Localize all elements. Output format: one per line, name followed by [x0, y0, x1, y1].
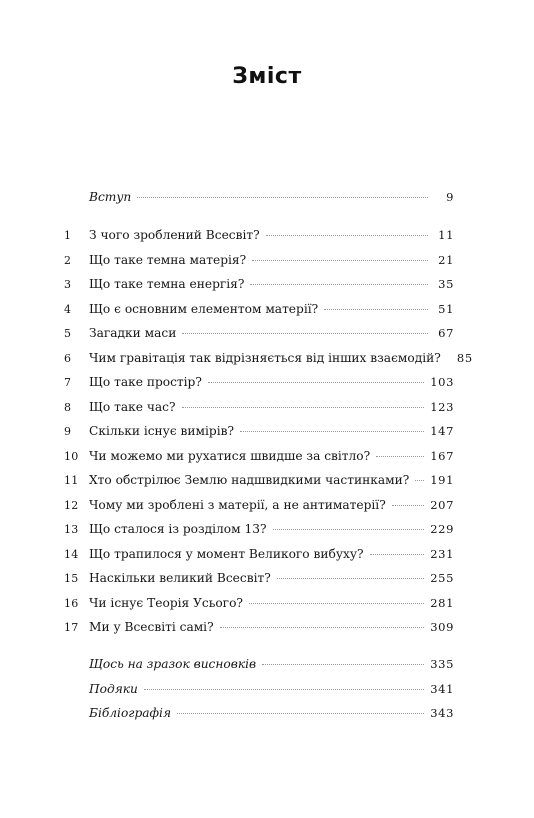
dot-leader [392, 504, 425, 506]
toc-entry-chapter[interactable] [64, 620, 454, 638]
toc-entry-chapter[interactable] [64, 277, 454, 295]
toc-entry-number: 1 [64, 229, 72, 242]
toc-entry-page: 341 [430, 681, 454, 696]
toc-entry-page: 35 [438, 277, 454, 291]
toc-entry-back-matter[interactable] [64, 706, 454, 724]
toc-entry-back-matter[interactable] [64, 657, 454, 675]
toc-entry-chapter[interactable] [64, 228, 454, 246]
dot-leader [177, 712, 424, 714]
dot-leader [266, 234, 428, 236]
toc-entry-label: Хто обстрілює Землю надшвидкими частинками? [89, 473, 410, 487]
page-title: Зміст [232, 64, 302, 89]
toc-entry-page: 281 [430, 595, 454, 610]
toc-entry-number: 9 [64, 425, 72, 438]
toc-entry-number: 11 [64, 474, 79, 487]
dot-leader [208, 381, 424, 383]
toc-entry-chapter[interactable] [64, 449, 454, 467]
toc-entry-page: 309 [430, 620, 454, 634]
dot-leader [249, 602, 424, 604]
toc-entry-label: Наскільки великий Всесвіт? [89, 571, 271, 585]
dot-leader [376, 455, 424, 457]
dot-leader [182, 332, 428, 334]
toc-entry-label: Чи існує Теорія Усього? [89, 595, 243, 610]
toc-entry-label: Скільки існує вимірів? [89, 424, 235, 438]
toc-entry-chapter[interactable] [64, 253, 454, 271]
toc-entry-back-matter[interactable] [64, 682, 454, 700]
toc-entry-chapter[interactable] [64, 571, 454, 589]
toc-entry-label: Чому ми зроблені з матерії, а не антиматерії? [89, 497, 386, 512]
dot-leader [144, 688, 424, 690]
toc-entry-chapter[interactable] [64, 473, 454, 491]
toc-entry-number: 13 [64, 523, 79, 536]
dot-leader [240, 430, 424, 432]
toc-entry-page: 231 [430, 546, 454, 561]
dot-leader [262, 663, 424, 665]
toc-entry-number: 5 [64, 327, 72, 340]
toc-entry-number: 8 [64, 400, 72, 414]
toc-entry-number: 17 [64, 621, 79, 634]
dot-leader [277, 577, 424, 579]
toc-entry-label: Бібліографія [89, 706, 172, 720]
toc-entry-page: 9 [446, 190, 454, 204]
toc-entry-page: 207 [430, 497, 454, 512]
toc-entry-page: 255 [430, 571, 454, 585]
dot-leader [137, 196, 428, 198]
toc-entry-page: 51 [438, 301, 454, 316]
toc-entry-label: Що є основним елементом матерії? [89, 301, 319, 316]
toc-entry-number: 6 [64, 351, 72, 365]
toc-entry-label: Що таке темна матерія? [89, 252, 247, 267]
toc-entry-label: Що таке час? [89, 399, 176, 414]
toc-entry-page: 191 [430, 473, 454, 487]
toc-entry-page: 21 [438, 252, 454, 267]
toc-entry-chapter[interactable] [64, 547, 454, 565]
toc-entry-chapter[interactable] [64, 498, 454, 516]
toc-entry-chapter[interactable] [64, 326, 454, 344]
toc-entry-label: Чи можемо ми рухатися швидше за світло? [89, 448, 371, 463]
toc-entry-intro[interactable] [64, 190, 454, 208]
toc-entry-label: Що трапилося у момент Великого вибуху? [89, 546, 364, 561]
toc-entry-label: Ми у Всесвіті самі? [89, 620, 214, 634]
dot-leader [370, 553, 425, 555]
dot-leader [250, 283, 428, 285]
toc-entry-page: 147 [430, 424, 454, 438]
toc-entry-number: 14 [64, 547, 79, 561]
toc-entry-chapter[interactable] [64, 375, 454, 393]
toc-entry-chapter[interactable] [64, 302, 454, 320]
toc-entry-chapter[interactable] [64, 400, 454, 418]
toc-entry-label: Загадки маси [89, 326, 177, 340]
toc-entry-number: 10 [64, 449, 79, 463]
toc-entry-number: 2 [64, 253, 72, 267]
toc-entry-label: Вступ [89, 190, 132, 204]
toc-entry-page: 103 [430, 375, 454, 389]
toc-entry-page: 67 [438, 326, 454, 340]
dot-leader [252, 259, 428, 261]
toc-entry-label: Чим гравітація так відрізняється від інших взаємодій? [89, 350, 441, 365]
toc-entry-page: 167 [430, 448, 454, 463]
dot-leader [415, 479, 424, 481]
toc-entry-page: 229 [430, 522, 454, 536]
toc-entry-label: Що таке простір? [89, 375, 202, 389]
toc-entry-number: 7 [64, 376, 72, 389]
toc-entry-number: 4 [64, 302, 72, 316]
dot-leader [324, 308, 428, 310]
toc-entry-number: 16 [64, 596, 79, 610]
toc-entry-label: Що таке темна енергія? [89, 277, 245, 291]
dot-leader [182, 406, 425, 408]
toc-entry-page: 335 [430, 657, 454, 671]
dot-leader [273, 528, 425, 530]
toc-entry-chapter[interactable] [64, 350, 473, 369]
toc-entry-page: 11 [438, 228, 454, 242]
toc-entry-number: 15 [64, 572, 79, 585]
toc-entry-number: 12 [64, 498, 79, 512]
toc-entry-label: Подяки [89, 681, 138, 696]
toc-entry-page: 123 [430, 399, 454, 414]
toc-entry-label: Що сталося із розділом 13? [89, 522, 267, 536]
toc-entry-chapter[interactable] [64, 424, 454, 442]
toc-entry-page: 85 [456, 350, 473, 365]
toc-entry-page: 343 [430, 706, 454, 720]
dot-leader [220, 626, 425, 628]
toc-entry-number: 3 [64, 278, 72, 291]
toc-entry-label: Щось на зразок висновків [89, 657, 257, 671]
toc-entry-label: З чого зроблений Всесвіт? [89, 228, 260, 242]
toc-entry-chapter[interactable] [64, 522, 454, 540]
toc-entry-chapter[interactable] [64, 596, 454, 614]
